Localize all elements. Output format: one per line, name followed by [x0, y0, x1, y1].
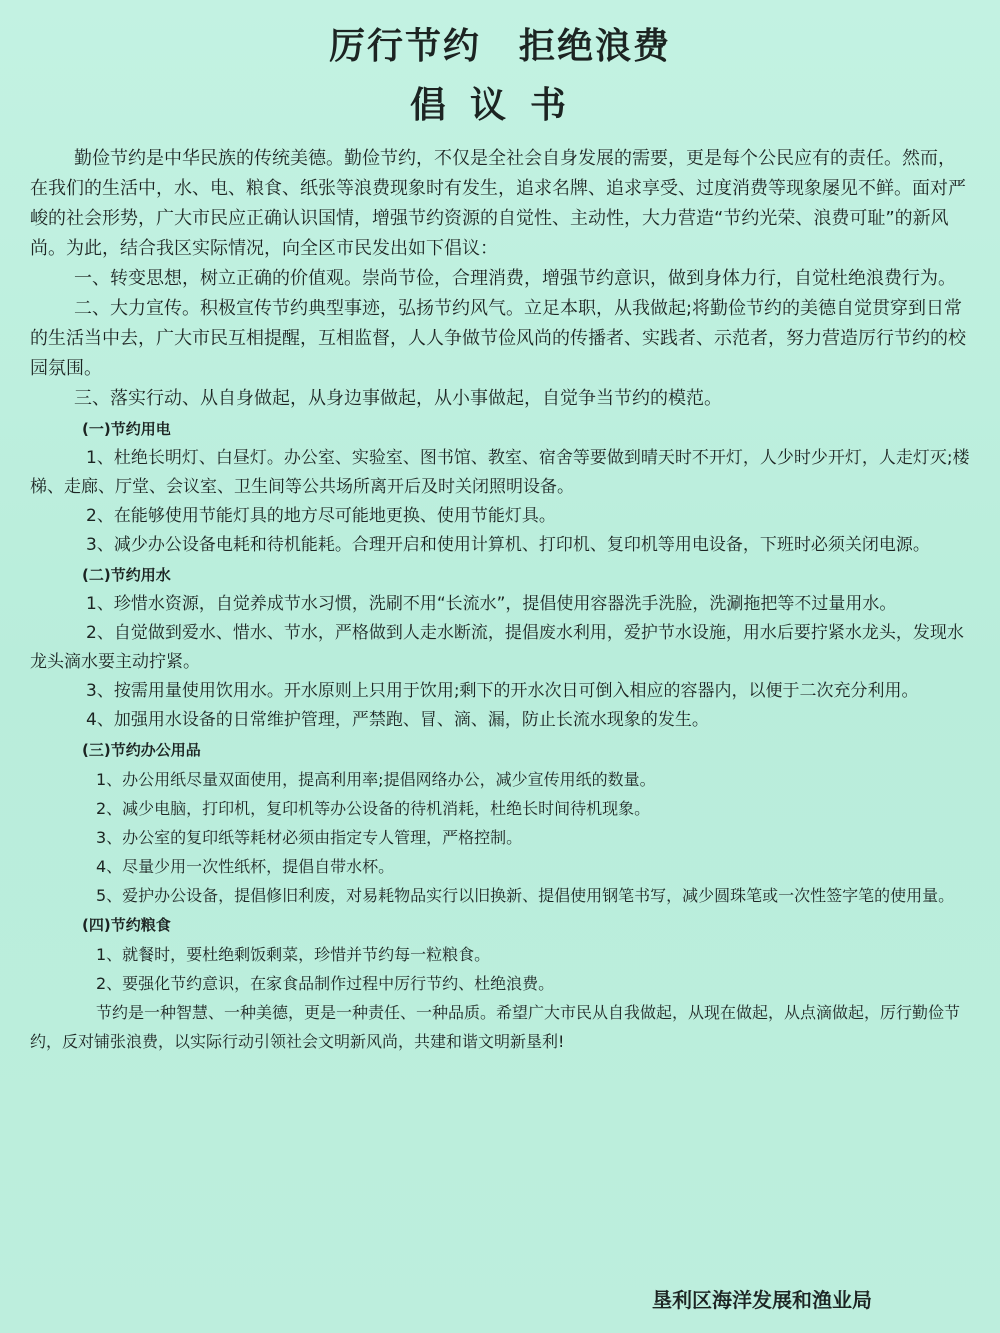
- section-heading-electricity: (一)节约用电: [82, 420, 171, 438]
- closing-paragraph: 节约是一种智慧、一种美德，更是一种责任、一种品质。希望广大市民从自我做起，从现在做起，从点滴做起，厉行勤俭节约，反对铺张浪费，以实际行动引领社会文明新风尚，共建和谐文明新垦利!: [30, 1003, 961, 1051]
- document-title: 厉行节约 拒绝浪费: [328, 26, 671, 67]
- section-heading-food: (四)节约粮食: [82, 916, 171, 934]
- office-item-2: 2、减少电脑，打印机，复印机等办公设备的待机消耗，杜绝长时间待机现象。: [96, 799, 651, 818]
- office-item-4: 4、尽量少用一次性纸杯，提倡自带水杯。: [96, 857, 395, 876]
- issuer-signature: 垦利区海洋发展和渔业局: [652, 1288, 872, 1312]
- electricity-item-3: 3、减少办公设备电耗和待机能耗。合理开启和使用计算机、打印机、复印机等用电设备，下班时必须关闭电源。: [86, 535, 930, 555]
- office-item-1: 1、办公用纸尽量双面使用，提高利用率;提倡网络办公，减少宣传用纸的数量。: [96, 770, 656, 789]
- electricity-item-2: 2、在能够使用节能灯具的地方尽可能地更换、使用节能灯具。: [86, 506, 556, 526]
- water-item-1: 1、珍惜水资源，自觉养成节水习惯，洗刷不用“长流水”，提倡使用容器洗手洗脸，洗涮拖把等不过量用水。: [86, 594, 897, 614]
- electricity-item-1: 1、杜绝长明灯、白昼灯。办公室、实验室、图书馆、教室、宿舍等要做到晴天时不开灯，人少时少开灯，人走灯灭;楼梯、走廊、厅堂、会议室、卫生间等公共场所离开后及时关闭照明设备。: [30, 448, 970, 497]
- section-heading-office-supplies: (三)节约办公用品: [82, 741, 201, 759]
- intro-paragraph: 勤俭节约是中华民族的传统美德。勤俭节约，不仅是全社会自身发展的需要，更是每个公民应有的责任。然而，在我们的生活中，水、电、粮食、纸张等浪费现象时有发生，追求名牌、追求享受、过度消费等现象屡见不鲜。面对严峻的社会形势，广大市民应正确认识国情，增强节约资源的自觉性、主动性，大力营造“节约光荣、浪费可耻”的新风尚。为此，结合我区实际情况，向全区市民发出如下倡议：: [30, 148, 966, 259]
- section-heading-water: (二)节约用水: [82, 566, 171, 584]
- office-item-5: 5、爱护办公设备，提倡修旧利废，对易耗物品实行以旧换新、提倡使用钢笔书写，减少圆珠笔或一次性签字笔的使用量。: [96, 886, 955, 905]
- food-item-1: 1、就餐时，要杜绝剩饭剩菜，珍惜并节约每一粒粮食。: [96, 945, 491, 964]
- document-subtitle: 倡议书: [409, 85, 590, 126]
- office-item-3: 3、办公室的复印纸等耗材必须由指定专人管理，严格控制。: [96, 828, 523, 847]
- water-item-4: 4、加强用水设备的日常维护管理，严禁跑、冒、滴、漏，防止长流水现象的发生。: [86, 710, 709, 730]
- food-item-2: 2、要强化节约意识，在家食品制作过程中厉行节约、杜绝浪费。: [96, 974, 555, 993]
- point-2: 二、大力宣传。积极宣传节约典型事迹，弘扬节约风气。立足本职，从我做起;将勤俭节约的美德自觉贯穿到日常的生活当中去，广大市民互相提醒，互相监督，人人争做节俭风尚的传播者、实践者、示范者，努力营造厉行节约的校园氛围。: [30, 298, 966, 379]
- point-3: 三、落实行动、从自身做起，从身边事做起，从小事做起，自觉争当节约的模范。: [74, 388, 722, 409]
- water-item-2: 2、自觉做到爱水、惜水、节水，严格做到人走水断流，提倡废水利用，爱护节水设施，用水后要拧紧水龙头，发现水龙头滴水要主动拧紧。: [30, 623, 964, 672]
- water-item-3: 3、按需用量使用饮用水。开水原则上只用于饮用;剩下的开水次日可倒入相应的容器内，以便于二次充分利用。: [86, 681, 919, 701]
- point-1: 一、转变思想，树立正确的价值观。崇尚节俭，合理消费，增强节约意识，做到身体力行，自觉杜绝浪费行为。: [74, 268, 956, 289]
